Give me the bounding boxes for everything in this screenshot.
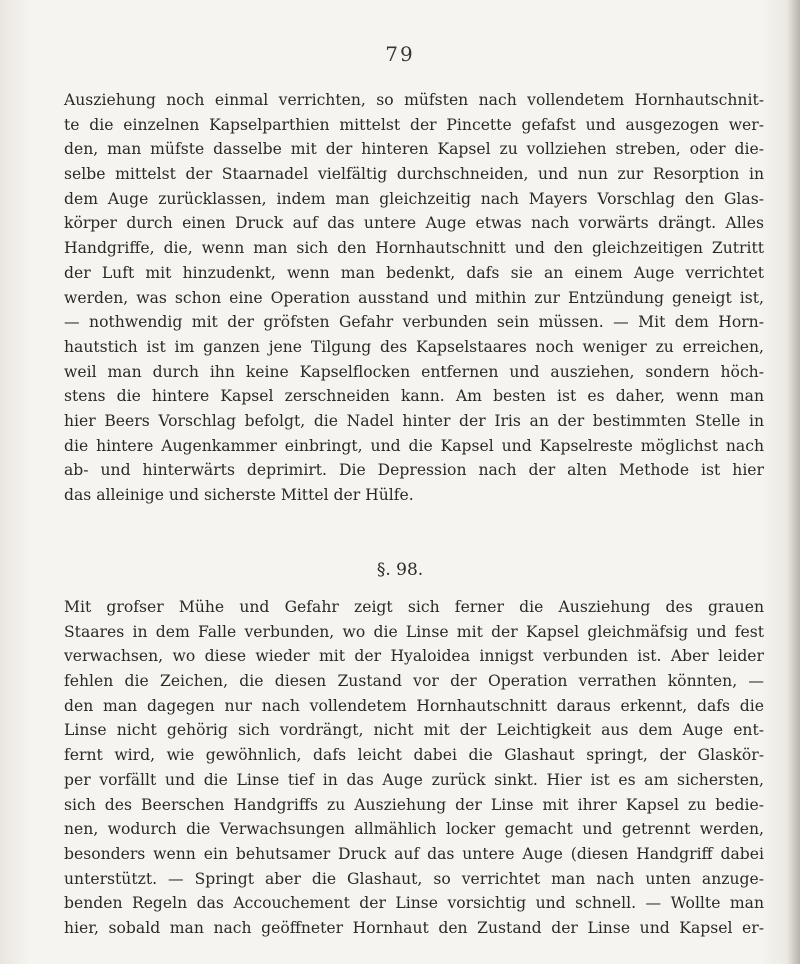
- text-line: Ausziehung noch einmal verrichten, so müfsten nach vollendetem Hornhautschnit-: [64, 91, 764, 109]
- text-line: fernt wird, wie gewöhnlich, dafs leicht dabei die Glashaut springt, der Glaskör-: [64, 746, 764, 765]
- text-line: verwachsen, wo diese wieder mit der Hyaloidea innigst verbunden ist. Aber leider: [64, 647, 764, 666]
- text-line: ab- und hinterwärts deprimirt. Die Depression nach der alten Methode ist hier: [64, 461, 764, 480]
- text-line: der Luft mit hinzudenkt, wenn man bedenkt, dafs sie an einem Auge verrichtet: [64, 263, 764, 282]
- text-line: körper durch einen Druck auf das untere Auge etwas nach vorwärts drängt. Alles: [64, 214, 764, 233]
- text-line: den, man müfste dasselbe mit der hinteren Kapsel zu vollziehen streben, oder die-: [64, 140, 764, 159]
- text-line: hautstich ist im ganzen jene Tilgung des Kapselstaares noch weniger zu erreichen,: [64, 337, 764, 356]
- page-number: 79: [385, 42, 415, 66]
- text-line: Mit grofser Mühe und Gefahr zeigt sich ferner die Ausziehung des grauen: [64, 598, 764, 616]
- paragraph-2: [64, 595, 764, 941]
- text-line: Staares in dem Falle verbunden, wo die Linse mit der Kapsel gleichmäfsig und fest: [64, 622, 764, 641]
- text-line: weil man durch ihn keine Kapselflocken entfernen und ausziehen, sondern höch-: [64, 362, 764, 381]
- text-line: hier Beers Vorschlag befolgt, die Nadel hinter der Iris an der bestimmten Stelle in: [64, 411, 764, 430]
- text-line: den man dagegen nur nach vollendetem Hornhautschnitt daraus erkennt, dafs die: [64, 696, 764, 715]
- text-line: dem Auge zurücklassen, indem man gleichzeitig nach Mayers Vorschlag den Glas-: [64, 189, 764, 208]
- text-line: die hintere Augenkammer einbringt, und die Kapsel und Kapselreste möglichst nach: [64, 436, 764, 455]
- text-line: te die einzelnen Kapselparthien mittelst der Pincette gefafst und ausgezogen wer-: [64, 115, 764, 134]
- text-line: fehlen die Zeichen, die diesen Zustand vor der Operation verrathen könnten, —: [64, 672, 764, 691]
- text-line: Linse nicht gehörig sich vordrängt, nicht mit der Leichtigkeit aus dem Auge ent-: [64, 721, 764, 740]
- text-line: unterstützt. — Springt aber die Glashaut, so verrichtet man nach unten anzuge-: [64, 869, 764, 888]
- text-line: besonders wenn ein behutsamer Druck auf das untere Auge (diesen Handgriff dabei: [64, 844, 764, 863]
- text-line: nen, wodurch die Verwachsungen allmählich locker gemacht und getrennt werden,: [64, 820, 764, 839]
- text-line: das alleinige und sicherste Mittel der Hülfe.: [64, 486, 414, 504]
- text-line: Handgriffe, die, wenn man sich den Hornhautschnitt und den gleichzeitigen Zutritt: [64, 239, 764, 258]
- text-line: hier, sobald man nach geöffneter Hornhaut den Zustand der Linse und Kapsel er-: [64, 918, 764, 937]
- page-edge-shadow: [786, 0, 800, 964]
- text-line: stens die hintere Kapsel zerschneiden kann. Am besten ist es daher, wenn man: [64, 387, 764, 406]
- paragraph-1: [64, 88, 764, 508]
- text-line: — nothwendig mit der gröfsten Gefahr verbunden sein müssen. — Mit dem Horn-: [64, 313, 764, 332]
- text-line: benden Regeln das Accouchement der Linse vorsichtig und schnell. — Wollte man: [64, 894, 764, 913]
- text-line: selbe mittelst der Staarnadel vielfältig durchschneiden, und nun zur Resorption in: [64, 165, 764, 184]
- text-line: per vorfällt und die Linse tief in das Auge zurück sinkt. Hier ist es am sichersten,: [64, 770, 764, 789]
- text-line: sich des Beerschen Handgriffs zu Ausziehung der Linse mit ihrer Kapsel zu bedie-: [64, 795, 764, 814]
- text-line: werden, was schon eine Operation ausstand und mithin zur Entzündung geneigt ist,: [64, 288, 764, 307]
- section-heading: §. 98.: [376, 560, 424, 580]
